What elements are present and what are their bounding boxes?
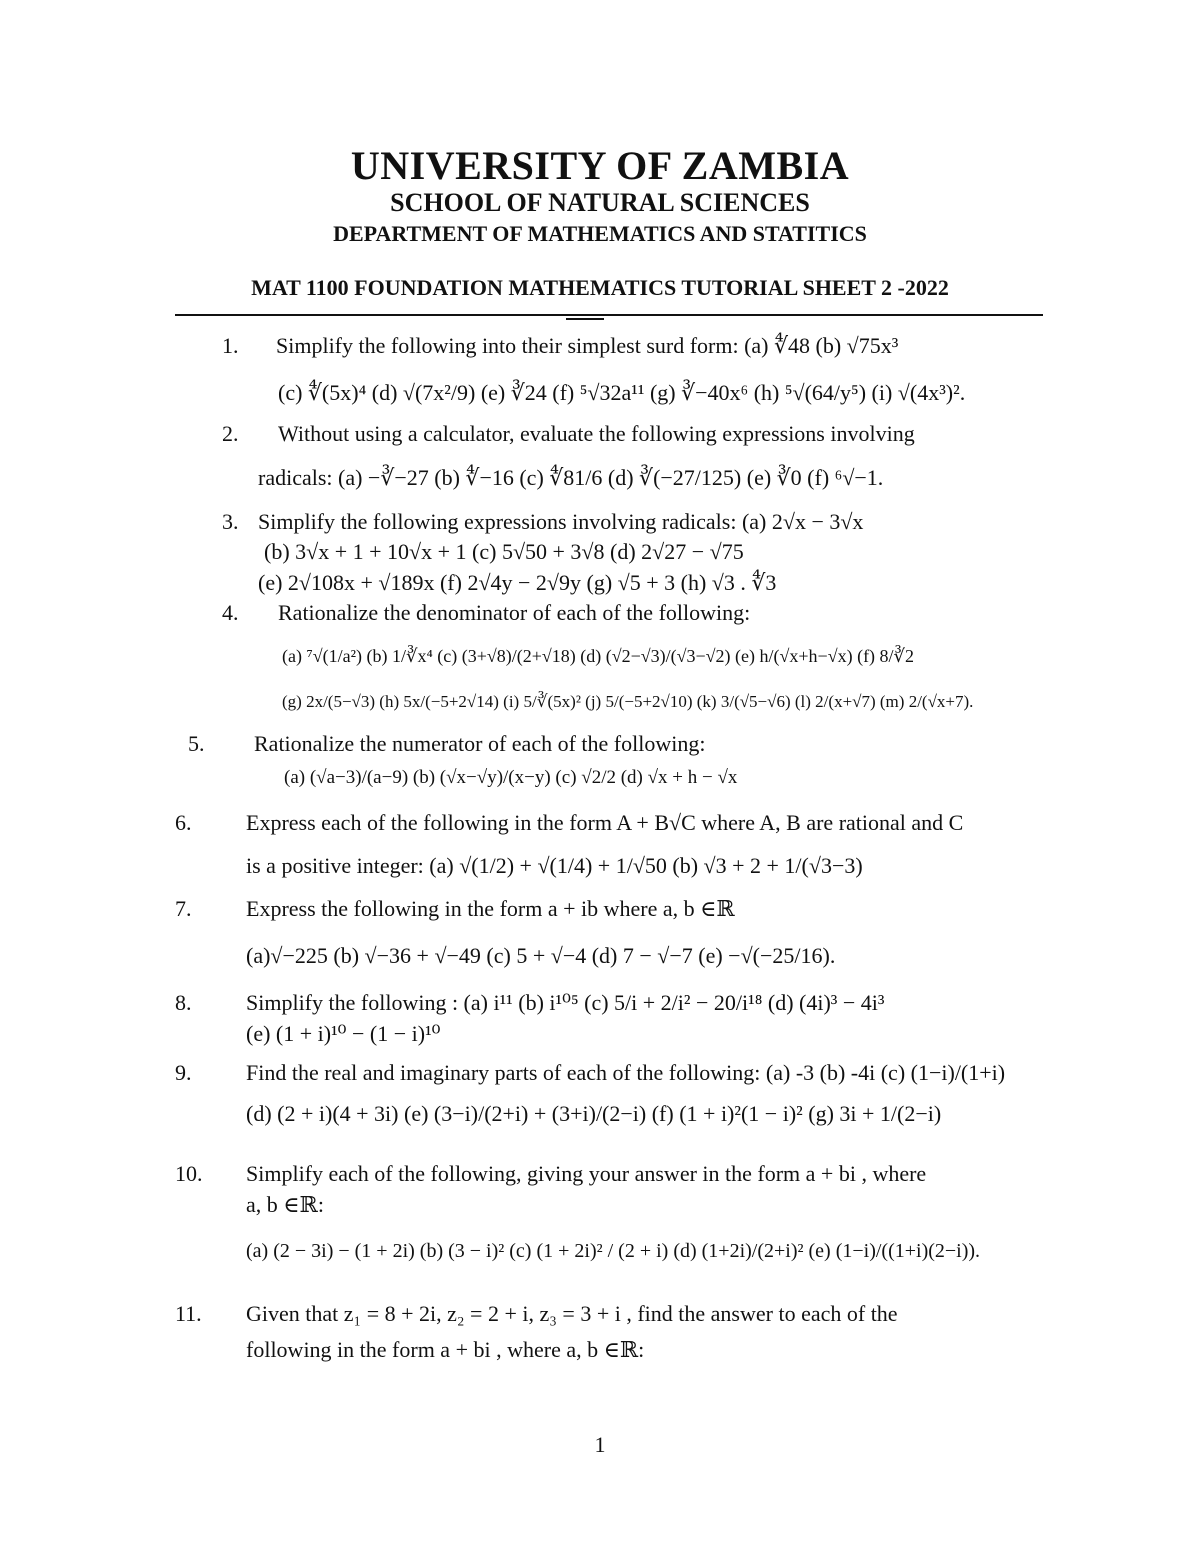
question-3-line-3: (e) 2√108x + √189x (f) 2√4y − 2√9y (g) √5 + 3 (h) √3 . ∜3	[258, 570, 777, 595]
question-8-line-1: Simplify the following : (a) i¹¹ (b) i¹⁰⁵ (c) 5/i + 2/i² − 20/i¹⁸ (d) (4i)³ − 4i³	[246, 990, 885, 1015]
question-10-line-2: a, b ∈ℝ:	[246, 1192, 324, 1217]
question-2-line-2: radicals: (a) −∛−27 (b) ∜−16 (c) ∜81/6 (d) ∛(−27/125) (e) ∛0 (f) ⁶√−1.	[258, 465, 884, 490]
question-2-line-1: Without using a calculator, evaluate the following expressions involving	[278, 421, 915, 446]
question-number-8: 8.	[175, 990, 192, 1015]
question-number-2: 2.	[222, 421, 239, 446]
university-title: UNIVERSITY OF ZAMBIA	[350, 143, 850, 188]
question-5-line-1: Rationalize the numerator of each of the following:	[254, 731, 706, 756]
question-number-10: 10.	[175, 1161, 203, 1186]
question-number-4: 4.	[222, 600, 239, 625]
page-number: 1	[594, 1432, 606, 1457]
header-rule-notch	[566, 318, 604, 320]
question-3-line-2: (b) 3√x + 1 + 10√x + 1 (c) 5√50 + 3√8 (d) 2√27 − √75	[264, 539, 744, 564]
question-number-11: 11.	[175, 1301, 202, 1326]
question-4-line-3: (g) 2x/(5−√3) (h) 5x/(−5+2√14) (i) 5/∛(5x)² (j) 5/(−5+2√10) (k) 3/(√5−√6) (l) 2/(x+√7) (m) 2/(√x+7).	[282, 692, 974, 711]
question-9-line-1: Find the real and imaginary parts of each of the following: (a) -3 (b) -4i (c) (1−i)/(1+i)	[246, 1060, 1006, 1085]
department-title: DEPARTMENT OF MATHEMATICS AND STATITICS	[333, 221, 867, 246]
question-1-line-1: Simplify the following into their simplest surd form: (a) ∜48 (b) √75x³	[276, 333, 899, 358]
header-rule	[175, 314, 1043, 316]
question-4-line-1: Rationalize the denominator of each of the following:	[278, 600, 751, 625]
question-6-line-2: is a positive integer: (a) √(1/2) + √(1/4) + 1/√50 (b) √3 + 2 + 1/(√3−3)	[246, 853, 863, 878]
question-11-line-1: Given that z₁ = 8 + 2i, z₂ = 2 + i, z₃ = 3 + i , find the answer to each of the	[246, 1301, 898, 1326]
question-10-line-1: Simplify each of the following, giving your answer in the form a + bi , where	[246, 1161, 927, 1186]
question-10-line-3: (a) (2 − 3i) − (1 + 2i) (b) (3 − i)² (c) (1 + 2i)² / (2 + i) (d) (1+2i)/(2+i)² (e) (1−i)/((1+i)(2−i)).	[246, 1240, 981, 1262]
question-3-line-1: Simplify the following expressions involving radicals: (a) 2√x − 3√x	[258, 509, 864, 534]
question-9-line-2: (d) (2 + i)(4 + 3i) (e) (3−i)/(2+i) + (3+i)/(2−i) (f) (1 + i)²(1 − i)² (g) 3i + 1/(2−i)	[246, 1101, 942, 1126]
question-number-1: 1.	[222, 333, 239, 358]
question-number-3: 3.	[222, 509, 239, 534]
question-5-line-2: (a) (√a−3)/(a−9) (b) (√x−√y)/(x−y) (c) √2/2 (d) √x + h − √x	[284, 767, 738, 788]
course-title: MAT 1100 FOUNDATION MATHEMATICS TUTORIAL SHEET 2 -2022	[251, 275, 949, 300]
question-number-7: 7.	[175, 896, 192, 921]
question-4-line-2: (a) ⁷√(1/a²) (b) 1/∛x⁴ (c) (3+√8)/(2+√18) (d) (√2−√3)/(√3−√2) (e) h/(√x+h−√x) (f) 8/∛2	[282, 646, 915, 666]
question-7-line-2: (a)√−225 (b) √−36 + √−49 (c) 5 + √−4 (d) 7 − √−7 (e) −√(−25/16).	[246, 943, 836, 968]
question-11-line-2: following in the form a + bi , where a, b ∈ℝ:	[246, 1337, 645, 1362]
school-title: SCHOOL OF NATURAL SCIENCES	[390, 188, 810, 217]
question-1-line-2: (c) ∜(5x)⁴ (d) √(7x²/9) (e) ∛24 (f) ⁵√32a¹¹ (g) ∛−40x⁶ (h) ⁵√(64/y⁵) (i) √(4x³)².	[278, 380, 966, 405]
question-number-6: 6.	[175, 810, 192, 835]
question-6-line-1: Express each of the following in the form A + B√C where A, B are rational and C	[246, 810, 964, 835]
question-number-5: 5.	[188, 731, 205, 756]
question-number-9: 9.	[175, 1060, 192, 1085]
question-7-line-1: Express the following in the form a + ib where a, b ∈ℝ	[246, 896, 735, 921]
question-8-line-2: (e) (1 + i)¹⁰ − (1 − i)¹⁰	[246, 1021, 441, 1046]
